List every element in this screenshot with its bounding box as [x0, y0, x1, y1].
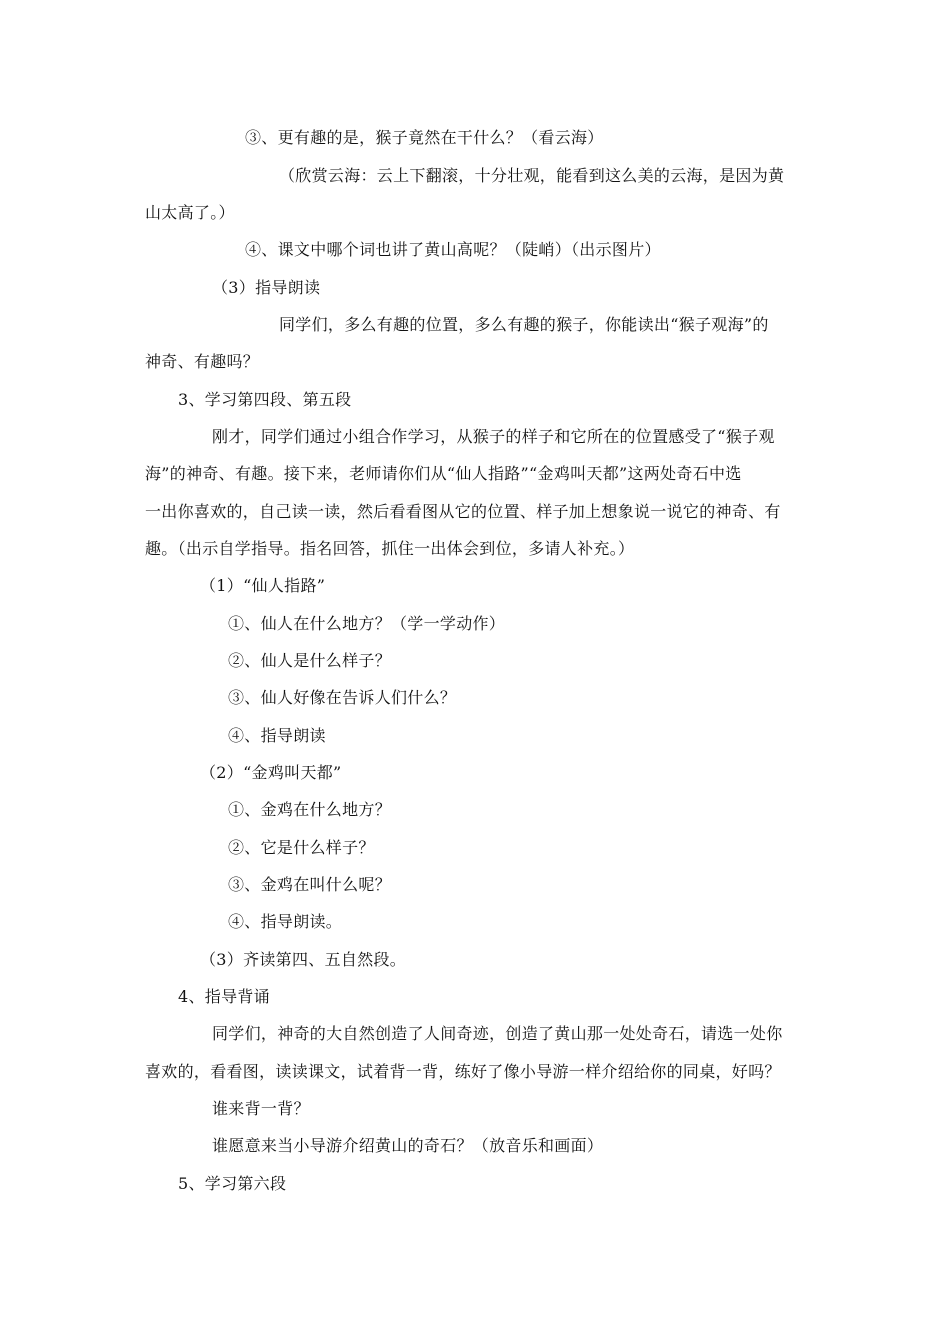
- text-line: ④、课文中哪个词也讲了黄山高呢？（陡峭）（出示图片）: [245, 240, 661, 259]
- section-heading: 3、学习第四段、第五段: [178, 390, 352, 409]
- list-item: ④、指导朗读。: [228, 912, 343, 931]
- section-heading: （3）指导朗读: [212, 278, 321, 297]
- text-line: 喜欢的，看看图，读读课文，试着背一背，练好了像小导游一样介绍给你的同桌，好吗？: [145, 1062, 781, 1081]
- list-item: ①、金鸡在什么地方？: [228, 800, 392, 819]
- text-line: 谁来背一背？: [212, 1099, 310, 1118]
- text-line: 同学们，神奇的大自然创造了人间奇迹，创造了黄山那一处处奇石，请选一处你: [212, 1024, 783, 1043]
- list-item: ③、仙人好像在告诉人们什么？: [228, 688, 457, 707]
- section-heading: （3）齐读第四、五自然段。: [200, 950, 407, 969]
- section-heading: 4、指导背诵: [178, 987, 270, 1006]
- list-item: ③、金鸡在叫什么呢？: [228, 875, 392, 894]
- text-line: 趣。（出示自学指导。指名回答，抓住一出体会到位，多请人补充。）: [145, 539, 635, 558]
- list-item: ②、仙人是什么样子？: [228, 651, 392, 670]
- list-item: ①、仙人在什么地方？（学一学动作）: [228, 614, 506, 633]
- section-heading: （2）“金鸡叫天都”: [200, 763, 342, 782]
- section-heading: （1）“仙人指路”: [200, 576, 326, 595]
- text-line: 刚才，同学们通过小组合作学习，从猴子的样子和它所在的位置感受了“猴子观: [212, 427, 775, 446]
- text-line: 山太高了。）: [145, 203, 235, 222]
- text-line: 神奇、有趣吗？: [145, 352, 260, 371]
- section-heading: 5、学习第六段: [178, 1174, 287, 1193]
- text-line: ③、更有趣的是，猴子竟然在干什么？（看云海）: [245, 128, 604, 147]
- list-item: ④、指导朗读: [228, 726, 326, 745]
- text-line: 谁愿意来当小导游介绍黄山的奇石？（放音乐和画面）: [212, 1136, 604, 1155]
- text-line: 一出你喜欢的，自己读一读，然后看看图从它的位置、样子加上想象说一说它的神奇、有: [145, 502, 781, 521]
- list-item: ②、它是什么样子？: [228, 838, 375, 857]
- text-line: （欣赏云海：云上下翻滚，十分壮观，能看到这么美的云海，是因为黄: [279, 166, 785, 185]
- text-line: 海”的神奇、有趣。接下来，老师请你们从“仙人指路”“金鸡叫天都”这两处奇石中选: [145, 464, 742, 483]
- text-line: 同学们，多么有趣的位置，多么有趣的猴子，你能读出“猴子观海”的: [279, 315, 769, 334]
